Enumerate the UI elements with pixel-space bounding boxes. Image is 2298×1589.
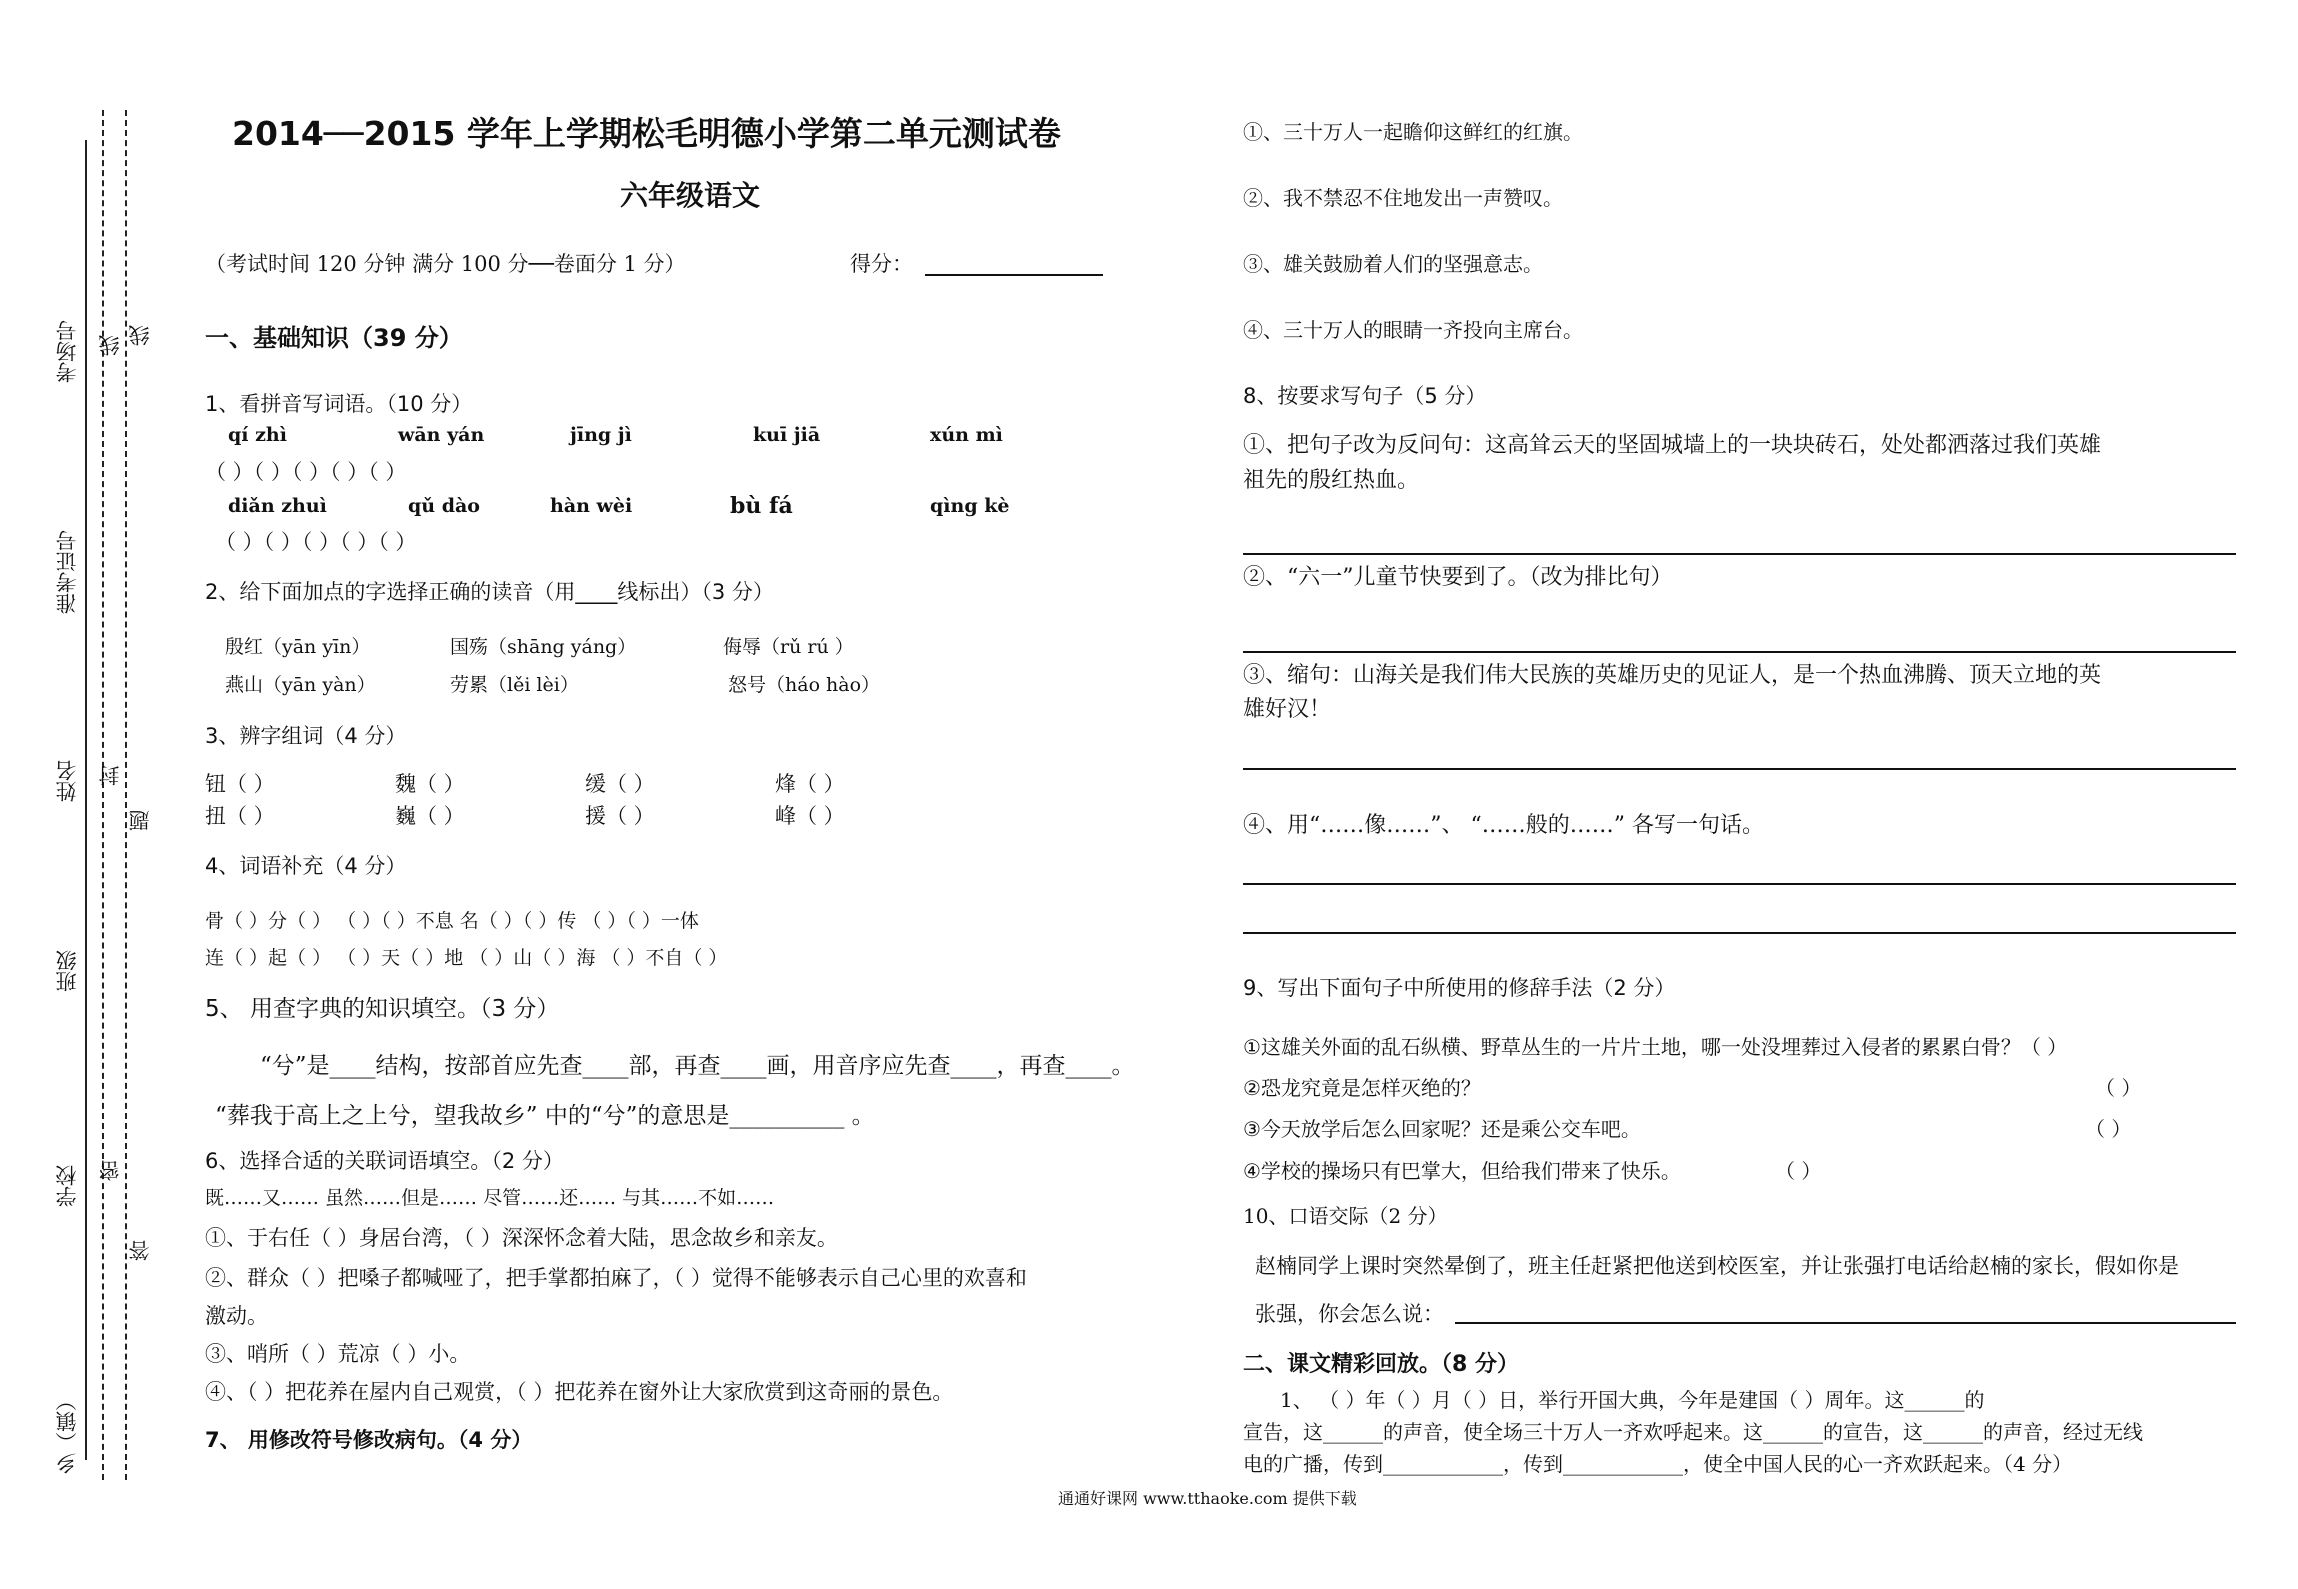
q2-r2-b: 劳累（lěi lèi） (450, 674, 579, 696)
q2-r1-c: 侮辱（rǔ rú ） (723, 636, 854, 658)
page-title: 2014──2015 学年上学期松毛明德小学第二单元测试卷 (232, 114, 1061, 153)
q9-paren-4[interactable]: （ ） (1775, 1159, 1822, 1183)
q9-paren-2[interactable]: （ ） (2095, 1076, 2142, 1100)
class-label: 班级 (55, 950, 79, 992)
page-footer: 通通好课网 www.tthaoke.com 提供下载 (1058, 1489, 1357, 1508)
q8-answer-line-2[interactable] (1243, 651, 2236, 653)
q8-answer-line-1[interactable] (1243, 553, 2236, 555)
q8-answer-line-3[interactable] (1243, 768, 2236, 770)
q9-item-2: ②恐龙究竟是怎样灭绝的？ (1243, 1076, 1481, 1100)
q8-item-3: ③、缩句：山海关是我们伟大民族的英雄历史的见证人，是一个热血沸腾、顶天立地的英 (1243, 663, 2102, 688)
section-2-heading: 二、课文精彩回放。（8 分） (1243, 1352, 1519, 1377)
s2-line-3[interactable]: 电的广播，传到____________，传到____________，使全中国人民的心一齐欢跃起来。（4 分） (1243, 1452, 2073, 1476)
q7-sentence-4: ④、三十万人的眼睛一齐投向主席台。 (1243, 318, 1583, 342)
binding-line-solid (85, 140, 87, 1460)
q9-item-4: ④学校的操场只有巴掌大，但给我们带来了快乐。 (1243, 1159, 1681, 1183)
q3-r1-c[interactable]: 缓（ ） (585, 772, 655, 796)
q4-title: 4、词语补充（4 分） (205, 854, 407, 878)
school-label: 学校 (55, 1165, 79, 1207)
q6-item-2b: 激动。 (205, 1304, 268, 1328)
q2-r2-c: 怒号（háo hào） (728, 674, 881, 696)
q3-r1-a[interactable]: 钮（ ） (205, 772, 275, 796)
q2-r1-b: 国殇（shāng yáng） (450, 636, 637, 658)
q5-line-1[interactable]: “兮”是____结构，按部首应先查____部，再查____画，用音序应先查____，再查____。 (260, 1053, 1135, 1079)
q7-sentence-1: ①、三十万人一起瞻仰这鲜红的红旗。 (1243, 120, 1583, 144)
q3-r2-a[interactable]: 扭（ ） (205, 804, 275, 828)
town-label: 乡（镇） (55, 1390, 79, 1474)
s2-line-1[interactable]: 1、 （ ）年（ ）月（ ）日，举行开国大典，今年是建国（ ）周年。这______的 (1280, 1388, 1985, 1412)
name-label: 姓名 (55, 760, 79, 802)
q9-title: 9、写出下面句子中所使用的修辞手法（2 分） (1243, 976, 1676, 1000)
q4-row-1[interactable]: 骨（ ）分（ ） （ ）（ ）不息 名（ ）（ ）传 （ ）（ ）一体 (205, 910, 699, 932)
q9-paren-3[interactable]: （ ） (2085, 1117, 2132, 1141)
q6-title: 6、选择合适的关联词语填空。（2 分） (205, 1149, 564, 1173)
section-1-heading: 一、基础知识（39 分） (205, 324, 463, 352)
q8-item-1: ①、把句子改为反问句：这高耸云天的坚固城墙上的一块块砖石，处处都洒落过我们英雄 (1243, 433, 2102, 458)
q6-item-3[interactable]: ③、哨所（ ）荒凉（ ）小。 (205, 1342, 471, 1366)
q3-r1-b[interactable]: 魏（ ） (395, 772, 465, 796)
q3-r2-b[interactable]: 巍（ ） (395, 804, 465, 828)
paren-row-1[interactable]: （ ）（ ）（ ）（ ）（ ） (205, 460, 407, 484)
q8-title: 8、按要求写句子（5 分） (1243, 384, 1487, 408)
q7-title: 7、 用修改符号修改病句。（4 分） (205, 1428, 533, 1452)
q9-item-1[interactable]: ①这雄关外面的乱石纵横、野草丛生的一片片土地，哪一处没埋葬过入侵者的累累白骨？（ ） (1243, 1035, 2068, 1059)
q3-r1-d[interactable]: 烽（ ） (775, 772, 845, 796)
q2-r1-a: 殷红（yān yīn） (225, 636, 371, 658)
pinyin-1: qí zhì (228, 424, 287, 446)
page-subtitle: 六年级语文 (620, 179, 761, 212)
seal-da: 答 (128, 1240, 152, 1261)
seal-ti: 题 (128, 810, 152, 831)
q2-r2-a: 燕山（yān yàn） (225, 674, 376, 696)
q10-text: 赵楠同学上课时突然晕倒了，班主任赶紧把他送到校医室，并让张强打电话给赵楠的家长，假如你是 (1255, 1254, 2179, 1278)
q10-title: 10、口语交际（2 分） (1243, 1204, 1448, 1228)
pinyin-7: qǔ dào (408, 495, 480, 517)
q8-item-3b: 雄好汉！ (1243, 697, 1332, 722)
q3-r2-c[interactable]: 援（ ） (585, 804, 655, 828)
q10-text-2: 张强，你会怎么说： (1255, 1302, 1444, 1326)
s2-line-2[interactable]: 宣告，这______的声音，使全场三十万人一齐欢呼起来。这______的宣告，这______的声音，经过无线 (1243, 1420, 2143, 1444)
binding-line-dashed-2 (125, 110, 127, 1480)
q3-r2-d[interactable]: 峰（ ） (775, 804, 845, 828)
score-blank[interactable] (925, 274, 1103, 276)
pinyin-10: qìng kè (930, 495, 1010, 517)
score-label: 得分： (850, 252, 913, 276)
q6-item-4[interactable]: ④、（ ）把花养在屋内自己观赏，（ ）把花养在窗外让大家欣赏到这奇丽的景色。 (205, 1380, 954, 1404)
q5-line-2[interactable]: “葬我于高上之上兮，望我故乡” 中的“兮”的意思是__________ 。 (215, 1103, 875, 1129)
q6-item-1[interactable]: ①、于右任（ ）身居台湾，（ ）深深怀念着大陆，思念故乡和亲友。 (205, 1226, 838, 1250)
q10-answer-line[interactable] (1455, 1322, 2236, 1324)
pinyin-2: wān yán (398, 424, 485, 446)
q1-title: 1、看拼音写词语。（10 分） (205, 392, 473, 416)
q6-item-2[interactable]: ②、群众（ ）把嗓子都喊哑了，把手掌都拍麻了，（ ）觉得不能够表示自己心里的欢喜和 (205, 1266, 1027, 1290)
q2-title: 2、给下面加点的字选择正确的读音（用____线标出）（3 分） (205, 580, 774, 604)
pinyin-4: kuī jiā (753, 424, 821, 446)
seal-xian-2: 线 (128, 325, 152, 346)
q8-item-2: ②、“六一”儿童节快要到了。（改为排比句） (1243, 565, 1673, 590)
q8-answer-line-4[interactable] (1243, 883, 2236, 885)
pinyin-3: jīng jì (570, 424, 632, 446)
exam-room-label: 考场号 (55, 320, 79, 383)
seal-feng: 封 (98, 765, 122, 786)
q6-words: 既……又…… 虽然……但是…… 尽管……还…… 与其……不如…… (205, 1187, 775, 1209)
q7-sentence-2: ②、我不禁忍不住地发出一声赞叹。 (1243, 186, 1563, 210)
q7-sentence-3: ③、雄关鼓励着人们的坚强意志。 (1243, 252, 1543, 276)
binding-line-dashed-1 (102, 110, 104, 1480)
q9-item-3: ③今天放学后怎么回家呢？还是乘公交车吧。 (1243, 1117, 1641, 1141)
q8-item-4: ④、用“……像……”、 “……般的……” 各写一句话。 (1243, 813, 1764, 838)
q4-row-2[interactable]: 连（ ）起（ ） （ ）天（ ）地 （ ）山（ ）海 （ ）不自（ ） (205, 947, 728, 969)
q3-title: 3、辨字组词（4 分） (205, 724, 407, 748)
paren-row-2[interactable]: （ ）（ ）（ ）（ ）（ ） (215, 530, 417, 554)
exam-info: （考试时间 120 分钟 满分 100 分──卷面分 1 分） (205, 252, 686, 276)
pinyin-6: diǎn zhuì (228, 495, 327, 517)
seal-mi: 密 (98, 1160, 122, 1181)
pinyin-5: xún mì (930, 424, 1003, 446)
q5-title: 5、 用查字典的知识填空。（3 分） (205, 996, 560, 1022)
q8-answer-line-5[interactable] (1243, 932, 2236, 934)
pinyin-9: bù fá (730, 493, 793, 519)
q8-item-1b: 祖先的殷红热血。 (1243, 468, 1420, 493)
seal-xian: 线 (98, 335, 122, 356)
pinyin-8: hàn wèi (550, 495, 633, 517)
ticket-label: 准考证号 (55, 530, 79, 614)
